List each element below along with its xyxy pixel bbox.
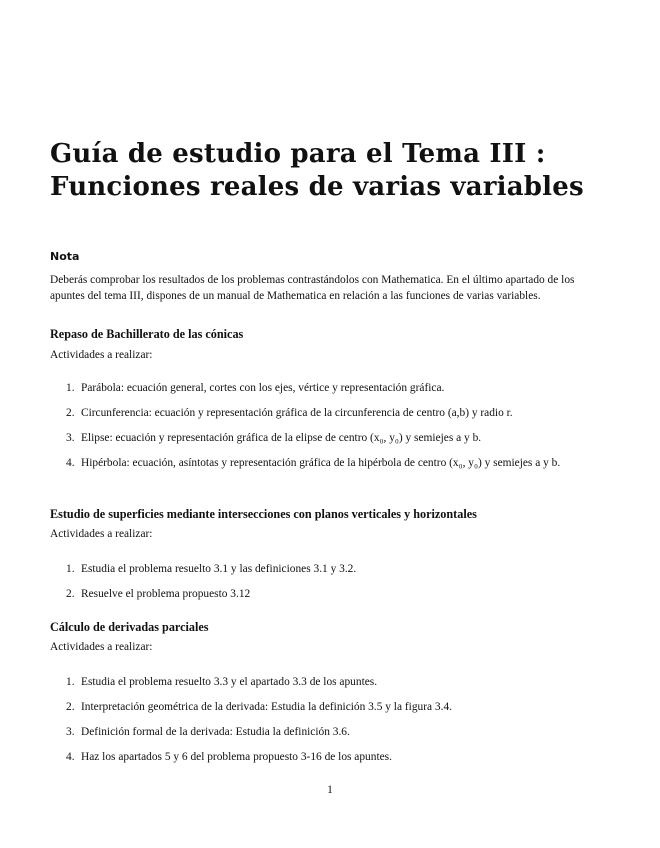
nota-paragraph: Deberás comprobar los resultados de los problemas contrastándolos con Mathematica. En el último apartado de los apuntes del tema III, dispones de un manual de Mathematica en relación a las funciones de varias variables. [50, 274, 575, 302]
list-item: 1. Estudia el problema resuelto 3.1 y las definiciones 3.1 y 3.2. [66, 563, 357, 575]
list-item: 4. Hipérbola: ecuación, asíntotas y representación gráfica de la hipérbola de centro (x₀, y₀) y semiejes a y b. [66, 457, 561, 469]
section-title-conicas: Repaso de Bachillerato de las cónicas [50, 327, 244, 341]
list-item: 1. Estudia el problema resuelto 3.3 y el apartado 3.3 de los apuntes. [66, 676, 378, 688]
document-title [50, 138, 584, 204]
section-title-derivadas: Cálculo de derivadas parciales [50, 620, 209, 634]
list-item: 3. Definición formal de la derivada: Estudia la definición 3.6. [66, 726, 350, 738]
page-number: 1 [327, 784, 333, 796]
activities-list-conicas [50, 381, 585, 471]
list-item: 4. Haz los apartados 5 y 6 del problema propuesto 3-16 de los apuntes. [66, 751, 392, 763]
activities-label: Actividades a realizar: [50, 349, 153, 361]
list-item: 2. Circunferencia: ecuación y representación gráfica de la circunferencia de centro (a,b) y radio r. [66, 407, 513, 419]
title-line-2: Funciones reales de varias variables [50, 172, 584, 202]
nota-heading: Nota [50, 250, 80, 263]
list-item: 1. Parábola: ecuación general, cortes con los ejes, vértice y representación gráfica. [66, 382, 445, 394]
list-item: 3. Elipse: ecuación y representación gráfica de la elipse de centro (x₀, y₀) y semiejes a y b. [66, 432, 482, 444]
activities-label: Actividades a realizar: [50, 528, 153, 540]
section-title-superficies: Estudio de superficies mediante intersecciones con planos verticales y horizontales [50, 507, 477, 521]
list-item: 2. Interpretación geométrica de la derivada: Estudia la definición 3.5 y la figura 3.4. [66, 701, 452, 713]
list-item: 2. Resuelve el problema propuesto 3.12 [66, 588, 251, 600]
title-line-1: Guía de estudio para el Tema III : [50, 139, 546, 169]
activities-list-derivadas [50, 675, 585, 765]
activities-list-superficies [50, 562, 585, 602]
activities-label: Actividades a realizar: [50, 641, 153, 653]
